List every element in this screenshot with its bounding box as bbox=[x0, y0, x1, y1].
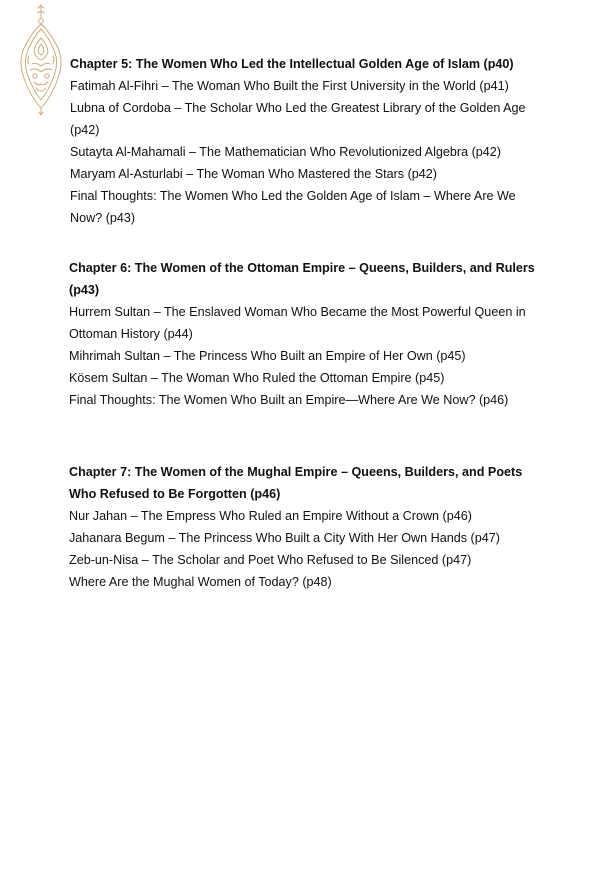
toc-entry: Final Thoughts: The Women Who Built an Empire—Where Are We Now? (p46) bbox=[69, 393, 509, 407]
chapter-5-section bbox=[70, 53, 539, 229]
table-of-contents bbox=[69, 53, 539, 593]
chapter-title: Chapter 7: The Women of the Mughal Empire – Queens, Builders, and Poets Who Refused to Be Forgotten (p46) bbox=[69, 465, 523, 501]
chapter-title: Chapter 5: The Women Who Led the Intellectual Golden Age of Islam (p40) bbox=[70, 57, 514, 71]
toc-entry: Fatimah Al-Fihri – The Woman Who Built the First University in the World (p41) bbox=[70, 79, 509, 93]
toc-entry: Lubna of Cordoba – The Scholar Who Led the Greatest Library of the Golden Age (p42) bbox=[70, 101, 526, 137]
chapter-title: Chapter 6: The Women of the Ottoman Empire – Queens, Builders, and Rulers (p43) bbox=[69, 261, 535, 297]
toc-entry: Zeb-un-Nisa – The Scholar and Poet Who Refused to Be Silenced (p47) bbox=[69, 553, 472, 567]
toc-entry: Hurrem Sultan – The Enslaved Woman Who Became the Most Powerful Queen in Ottoman History (p44) bbox=[69, 305, 526, 341]
toc-entry: Final Thoughts: The Women Who Led the Golden Age of Islam – Where Are We Now? (p43) bbox=[70, 189, 516, 225]
hanging-lantern-ornament-icon bbox=[14, 4, 68, 116]
toc-entry: Sutayta Al-Mahamali – The Mathematician Who Revolutionized Algebra (p42) bbox=[70, 145, 501, 159]
chapter-7-section bbox=[69, 461, 539, 593]
chapter-6-section bbox=[69, 257, 539, 411]
toc-entry: Kösem Sultan – The Woman Who Ruled the Ottoman Empire (p45) bbox=[69, 371, 445, 385]
toc-entry: Nur Jahan – The Empress Who Ruled an Empire Without a Crown (p46) bbox=[69, 509, 472, 523]
toc-entry: Maryam Al-Asturlabi – The Woman Who Mastered the Stars (p42) bbox=[70, 167, 437, 181]
toc-entry: Mihrimah Sultan – The Princess Who Built an Empire of Her Own (p45) bbox=[69, 349, 466, 363]
toc-entry: Jahanara Begum – The Princess Who Built a City With Her Own Hands (p47) bbox=[69, 531, 500, 545]
toc-entry: Where Are the Mughal Women of Today? (p48) bbox=[69, 575, 332, 589]
